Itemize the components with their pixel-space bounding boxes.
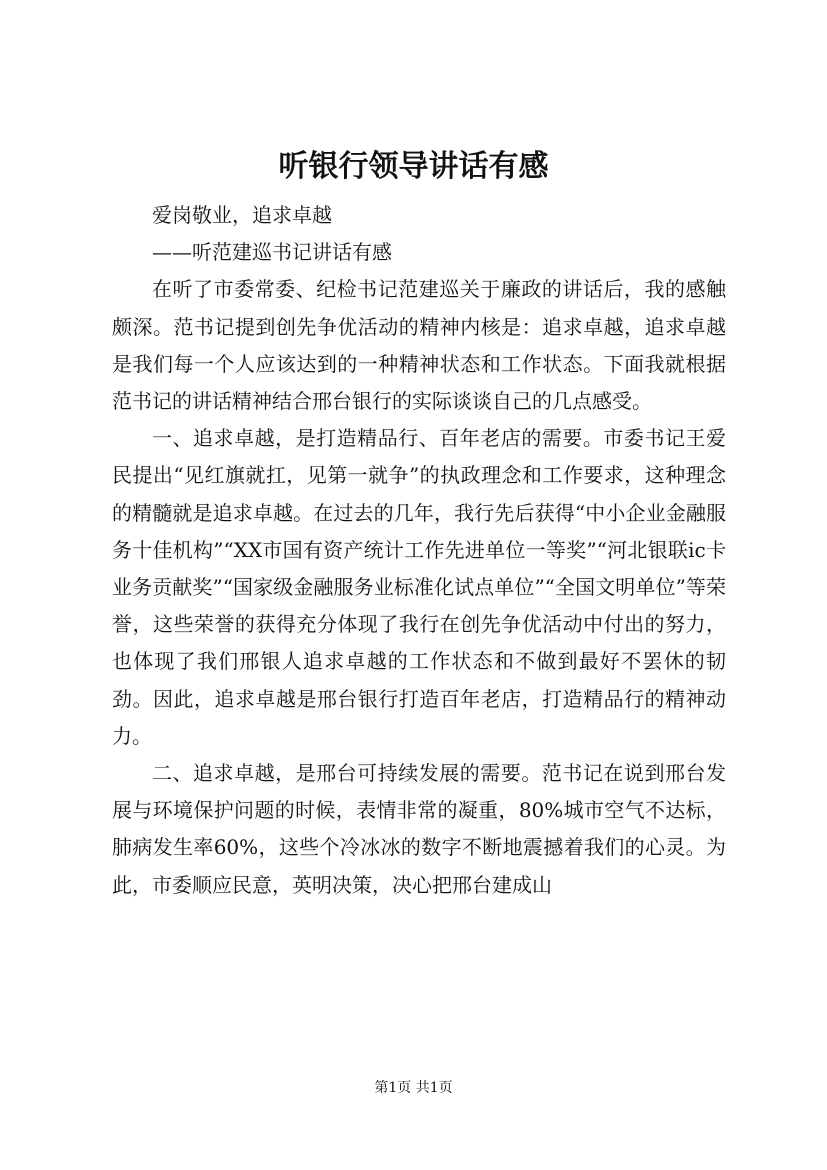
point-two-paragraph: 二、追求卓越，是邢台可持续发展的需要。范书记在说到邢台发展与环境保护问题的时候，表情非常的凝重，80%城市空气不达标，肺病发生率60%，这些个冷冰冰的数字不断地震撼着我们的心灵。为此，市委顺应民意，英明决策，决心把邢台建成山 bbox=[112, 761, 726, 897]
point-one-paragraph: 一、追求卓越，是打造精品行、百年老店的需要。市委书记王爱民提出“见红旗就扛，见第一就争”的执政理念和工作要求，这种理念的精髓就是追求卓越。在过去的几年，我行先后获得“中小企业金融服务十佳机构”“XX市国有资产统计工作先进单位一等奖”“河北银联ic卡业务贡献奖”“国家级金融服务业标准化试点单位”“全国文明单位”等荣誉，这些荣誉的获得充分体现了我行在创先争优活动中付出的努力，也体现了我们邢银人追求卓越的工作状态和不做到最好不罢休的韧劲。因此，追求卓越是邢台银行打造百年老店，打造精品行的精神动力。 bbox=[112, 426, 726, 748]
subtitle-paragraph: 爱岗敬业，追求卓越 bbox=[152, 203, 332, 227]
page-number-footer: 第1页 共1页 bbox=[374, 1080, 453, 1096]
document-title: 听银行领导讲话有感 bbox=[278, 149, 549, 184]
document-body bbox=[112, 197, 726, 904]
intro-paragraph: 在听了市委常委、纪检书记范建巡关于廉政的讲话后，我的感触颇深。范书记提到创先争优活动的精神内核是：追求卓越，追求卓越是我们每一个人应该达到的一种精神状态和工作状态。下面我就根据范书记的讲话精神结合邢台银行的实际谈谈自己的几点感受。 bbox=[112, 277, 726, 414]
byline-paragraph: ——听范建巡书记讲话有感 bbox=[152, 240, 392, 265]
